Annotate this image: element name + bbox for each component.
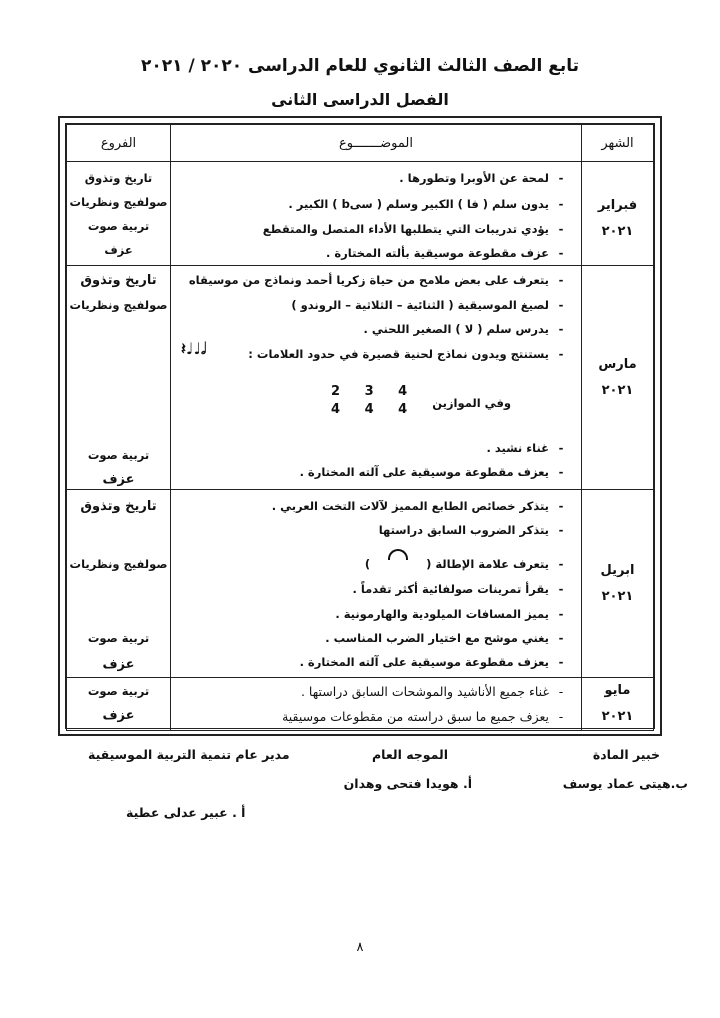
table-row [67, 678, 654, 731]
branch-label: صولفيج ونظريات [69, 195, 168, 209]
branch-label: تاريخ وتذوق [80, 273, 157, 288]
supervisor-name: أ. هويدا فتحى وهدان [343, 776, 472, 791]
branch-label: عزف [102, 708, 135, 723]
document-title: تابع الصف الثالث الثانوي للعام الدراسى ٢٠٢٠ / ٢٠٢١ [141, 56, 579, 76]
month-name: فبراير [597, 197, 638, 213]
branch-label: عزف [102, 657, 135, 672]
list-item: -غناء نشيد . [486, 441, 564, 455]
month-cell [582, 162, 654, 266]
list-item: -عزف مقطوعة موسيقية بألته المختارة . [326, 246, 564, 260]
header-month: الشهر [582, 125, 654, 162]
list-item: وفي الموازين [432, 396, 511, 410]
branches-cell [67, 266, 171, 490]
table-row [67, 266, 654, 490]
list-item: -غناء جميع الأناشيد والموشحات السابق دراستها . [300, 684, 564, 699]
month-year: ٢٠٢١ [601, 382, 634, 398]
branch-label: تاريخ وتذوق [80, 499, 157, 514]
list-item: -يتعرف على بعض ملامح من حياة زكريا أحمد ونماذج من موسيقاه [188, 273, 564, 287]
branch-label: صولفيج ونظريات [69, 557, 168, 571]
meter-denominators: 4 4 4 [331, 402, 418, 417]
branches-cell [67, 678, 171, 731]
topic-cell [171, 490, 582, 678]
month-name: مارس [598, 356, 637, 372]
branch-label: تربية صوت [87, 684, 150, 698]
table-row [67, 162, 654, 266]
list-item: -يقرأ تمرينات صولفائية أكثر تقدماً . [352, 582, 564, 596]
header-branches: الفروع [67, 125, 171, 162]
list-item: -لمحة عن الأوبرا وتطورها . [399, 171, 564, 185]
header-row [67, 125, 654, 162]
schedule-table [66, 124, 654, 731]
fermata-icon [388, 549, 408, 560]
page-number: ٨ [356, 940, 364, 955]
month-year: ٢٠٢١ [601, 223, 634, 239]
topic-cell [171, 162, 582, 266]
month-cell [582, 678, 654, 731]
list-item: -يعزف مقطوعة موسيقية على آلته المختارة . [299, 465, 564, 479]
list-item: -يتذكر الضروب السابق دراستها [378, 523, 564, 537]
list-item: -يغني موشح مع اختيار الضرب المناسب . [325, 631, 564, 645]
supervisor-label: الموجه العام [371, 747, 448, 762]
month-cell [582, 490, 654, 678]
list-item: -لصيغ الموسيقية ( الثنائية – الثلاثية – الروندو ) [291, 298, 564, 312]
expert-name: ب.هيتى عماد يوسف [562, 776, 688, 791]
meter-numerators: 2 3 4 [331, 384, 418, 399]
semester-title: الفصل الدراسى الثانى [271, 90, 449, 109]
topic-cell [171, 678, 582, 731]
list-item: -يستنتج ويدون نماذج لحنية قصيرة في حدود العلامات : [248, 347, 564, 361]
list-item: -يتذكر خصائص الطابع المميز لآلات التخت العربي . [271, 499, 564, 513]
branch-label: تربية صوت [87, 219, 150, 233]
list-item: -يدون سلم ( فا ) الكبير وسلم ( سىb ) الكبير . [288, 197, 564, 211]
month-year: ٢٠٢١ [601, 588, 634, 604]
branch-label: عزف [102, 472, 135, 487]
list-item: -يدرس سلم ( لا ) الصغير اللحني . [363, 322, 564, 336]
director-name: أ . عبير عدلى عطية [126, 805, 246, 820]
table-row [67, 490, 654, 678]
month-name: مايو [604, 683, 631, 698]
branches-cell [67, 490, 171, 678]
list-item: -يتعرف علامة الإطالة () [177, 557, 573, 571]
time-signatures [331, 383, 417, 419]
list-item: -يميز المسافات الميلودية والهارمونية . [335, 607, 564, 621]
branch-label: تربية صوت [87, 448, 150, 462]
month-year: ٢٠٢١ [601, 709, 634, 724]
branch-label: تربية صوت [87, 631, 150, 645]
branch-label: عزف [104, 243, 133, 257]
expert-label: خبير المادة [592, 747, 660, 762]
header-topic: الموضـــــــوع [171, 125, 582, 162]
list-item: -يعزف جميع ما سبق دراسته من مقطوعات موسيقية [282, 709, 564, 724]
note-symbols: 𝄽♩♩𝅗𝅥 [181, 339, 207, 358]
director-label: مدير عام تنمية التربية الموسيقية [88, 747, 290, 762]
branches-cell [67, 162, 171, 266]
month-name: ابريل [600, 562, 635, 578]
month-cell [582, 266, 654, 490]
list-item: -يؤدي تدريبات التي يتطلبها الأداء المتصل والمتقطع [262, 222, 564, 236]
branch-label: تاريخ وتذوق [84, 171, 153, 185]
list-item: -يعزف مقطوعة موسيقية على آلته المختارة . [299, 655, 564, 669]
branch-label: صولفيج ونظريات [69, 298, 168, 312]
topic-cell [171, 266, 582, 490]
schedule-frame [58, 116, 662, 736]
